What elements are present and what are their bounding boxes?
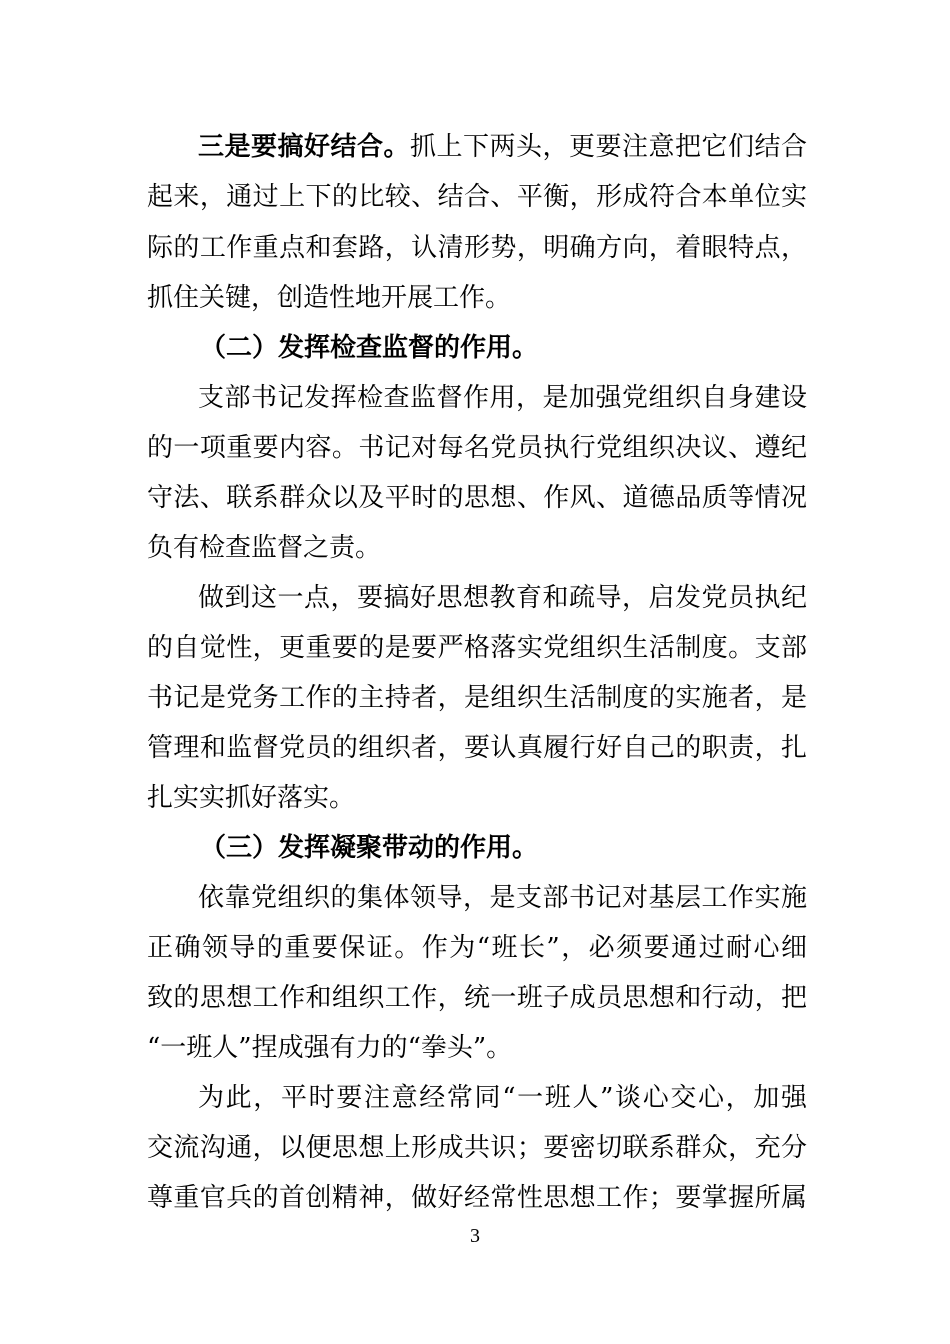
paragraph-line: 的自觉性，更重要的是要严格落实党组织生活制度。支部 bbox=[147, 633, 807, 663]
paragraph-line: 起来，通过上下的比较、结合、平衡，形成符合本单位实 bbox=[147, 182, 807, 212]
paragraph-line: 抓住关键，创造性地开展工作。 bbox=[147, 283, 512, 313]
paragraph-line: 负有检查监督之责。 bbox=[147, 533, 382, 563]
paragraph-line: 的一项重要内容。书记对每名党员执行党组织决议、遵纪 bbox=[147, 433, 807, 463]
paragraph-line: “一班人”捏成强有力的“拳头”。 bbox=[147, 1033, 513, 1063]
section-heading: （二）发挥检查监督的作用。 bbox=[200, 333, 539, 363]
paragraph-line: 尊重官兵的首创精神，做好经常性思想工作；要掌握所属 bbox=[147, 1183, 807, 1213]
page-number: 3 bbox=[470, 1225, 480, 1247]
paragraph-line: 管理和监督党员的组织者，要认真履行好自己的职责，扎 bbox=[147, 733, 807, 763]
paragraph-line: 书记是党务工作的主持者，是组织生活制度的实施者，是 bbox=[147, 683, 807, 713]
paragraph-line: 正确领导的重要保证。作为“班长”，必须要通过耐心细 bbox=[147, 933, 807, 963]
paragraph-text: 抓上下两头，更要注意把它们结合 bbox=[410, 132, 807, 162]
paragraph-line: 交流沟通，以便思想上形成共识；要密切联系群众，充分 bbox=[147, 1133, 807, 1163]
paragraph-line: 支部书记发挥检查监督作用，是加强党组织自身建设 bbox=[198, 383, 807, 413]
paragraph-line: 做到这一点，要搞好思想教育和疏导，启发党员执纪 bbox=[198, 583, 807, 613]
paragraph-line: 为此，平时要注意经常同“一班人”谈心交心，加强 bbox=[198, 1083, 807, 1113]
paragraph-line: 扎实实抓好落实。 bbox=[147, 783, 356, 813]
paragraph-line: 依靠党组织的集体领导，是支部书记对基层工作实施 bbox=[198, 883, 807, 913]
paragraph-line: 际的工作重点和套路，认清形势，明确方向，着眼特点， bbox=[147, 233, 807, 263]
paragraph-line: 致的思想工作和组织工作，统一班子成员思想和行动，把 bbox=[147, 983, 807, 1013]
paragraph-line: 守法、联系群众以及平时的思想、作风、道德品质等情况 bbox=[147, 483, 807, 513]
bold-lead-text: 三是要搞好结合。 bbox=[198, 132, 410, 162]
paragraph-line bbox=[198, 127, 807, 167]
section-heading: （三）发挥凝聚带动的作用。 bbox=[200, 833, 539, 863]
